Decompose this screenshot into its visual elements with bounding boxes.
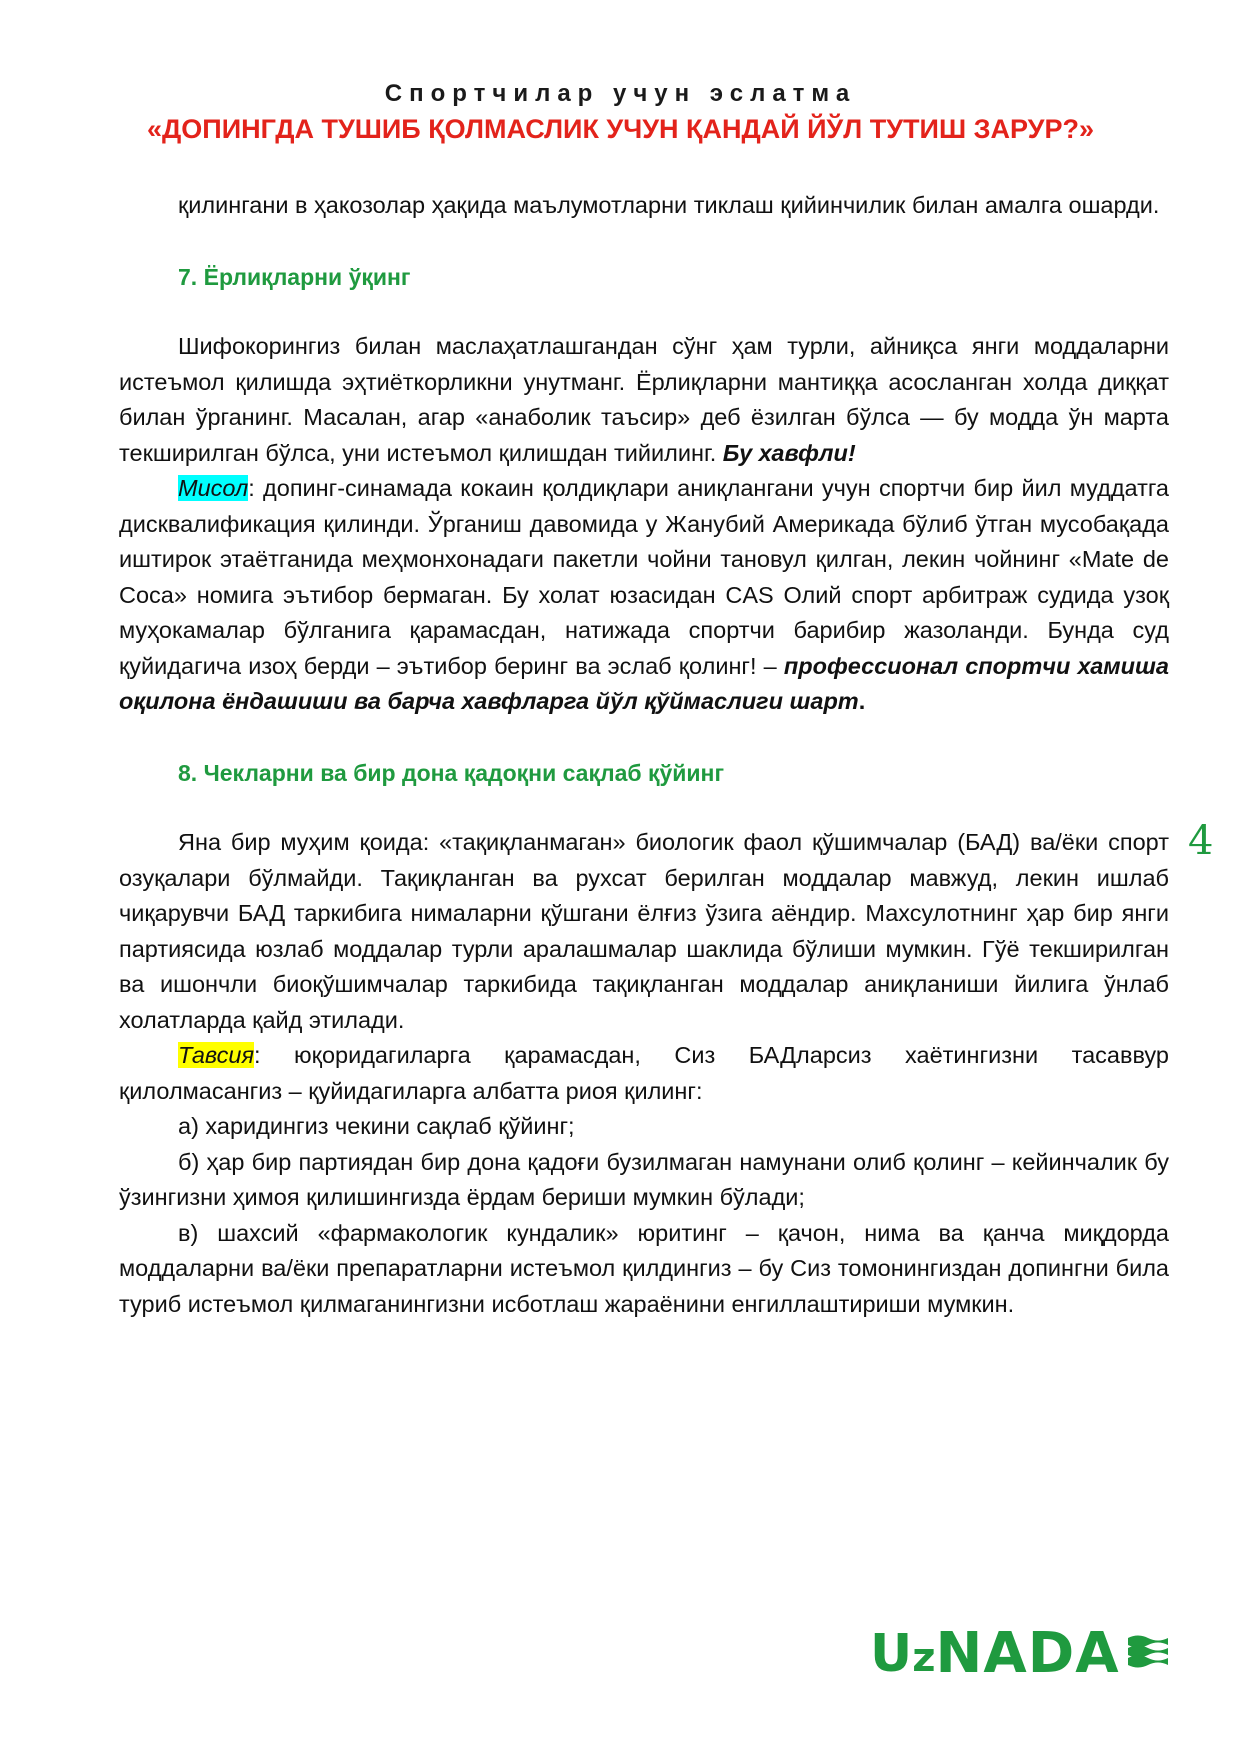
list-item: а) харидингиз чекини сақлаб қўйинг; [178, 1113, 575, 1139]
logo-text-u: U [870, 1624, 913, 1684]
advice-label: Тавсия [178, 1042, 255, 1068]
example-paragraph [119, 471, 1169, 720]
intro-paragraph: қилингани в ҳакозолар ҳақида маълумотларни тиклаш қийинчилик билан амалга ошарди. [178, 192, 1160, 218]
list-item: б) ҳар бир партиядан бир дона қадоғи бузилмаган намунани олиб қолинг – кейинчалик бу ўзингизни ҳимоя қилишингизда ёрдам бериши мумкин бўлади; [119, 1148, 1169, 1210]
advice-paragraph [119, 1038, 1169, 1109]
example-emphasis: профессионал спортчи хамиша оқилона ёндашиши ва барча хавфларга йўл қўймаслиги шарт [119, 652, 1169, 714]
logo-text-z: z [912, 1635, 936, 1681]
warning-emphasis: Бу хавфли! [722, 439, 856, 466]
spacer [119, 295, 1169, 329]
example-label: Мисол [178, 475, 249, 501]
logo-text-nada: NADA [935, 1621, 1120, 1686]
section-7-paragraph [119, 329, 1169, 471]
section-7-heading: 7. Ёрлиқларни ўқинг [178, 263, 411, 290]
spacer [119, 720, 1169, 756]
page-number: 4 [1188, 818, 1214, 864]
section-7-text: Шифокорингиз билан маслаҳатлашгандан сўнг ҳам турли, айниқса янги моддаларни истеъмол қилишда эҳтиёткорликни унутманг. Ёрлиқларни мантиққа асосланган холда диққат билан ўрганинг. Масалан, агар «анаболик таъсир» деб ёзилган бўлса — бу модда ўн марта текширилган бўлса, уни истеъмол қилишдан тийилинг. [119, 333, 1169, 466]
document-title: «ДОПИНГДА ТУШИБ ҚОЛМАСЛИК УЧУН ҚАНДАЙ ЙЎЛ ТУТИШ ЗАРУР?» [147, 114, 1094, 144]
uznada-logo [870, 1621, 1170, 1686]
document-subtitle: Спортчилар учун эслатма [384, 80, 857, 107]
flag-icon [1126, 1632, 1170, 1674]
example-end: . [858, 688, 866, 714]
example-text: : допинг-синамада кокаин қолдиқлари аниқлангани учун спортчи бир йил муддатга дисквалификация қилинди. Ўрганиш давомида у Жанубий Америкада бўлиб ўтган мусобақада иштирок этаётганида меҳмонхонадаги пакетли чойни тановул қилган, лекин чойнинг «Mate de Coca» номига эътибор бермаган. Бу холат юзасидан CAS Олий спорт арбитраж судида узоқ муҳокамалар бўлганига қарамасдан, натижада спортчи барибир жазоланди. Бунда суд қуйидагича изоҳ берди – эътибор беринг ва эслаб қолинг! – [119, 475, 1169, 679]
advice-text: : юқоридагиларга қарамасдан, Сиз БАДларсиз хаётингизни тасаввур қилолмасангиз – қуйидагиларга албатта риоя қилинг: [119, 1042, 1169, 1104]
list-item: в) шахсий «фармакологик кундалик» юритинг – қачон, нима ва қанча миқдорда моддаларни ва/ёки препаратларни истеъмол қилдингиз – бу Сиз томонингиздан допингни била туриб истеъмол қилмаганингизни исботлаш жараёнини енгиллаштириши мумкин. [119, 1219, 1169, 1317]
section-8-heading: 8. Чекларни ва бир дона қадоқни сақлаб қўйинг [178, 759, 725, 786]
section-8-paragraph: Яна бир муҳим қоида: «тақиқланмаган» биологик фаол қўшимчалар (БАД) ва/ёки спорт озуқалари бўлмайди. Тақиқланган ва рухсат берилган моддалар мавжуд, лекин ишлаб чиқарувчи БАД таркибига нималарни қўшгани ёлғиз ўзига аёндир. Махсулотнинг ҳар бир янги партиясида юзлаб моддалар турли аралашмалар шаклида бўлиши мумкин. Гўё текширилган ва ишончли биоқўшимчалар таркибида тақиқланган моддалар аниқланиши йилига ўнлаб холатларда қайд этилади. [119, 829, 1169, 1033]
document-body [119, 188, 1169, 1322]
spacer [119, 224, 1169, 260]
spacer [119, 791, 1169, 825]
